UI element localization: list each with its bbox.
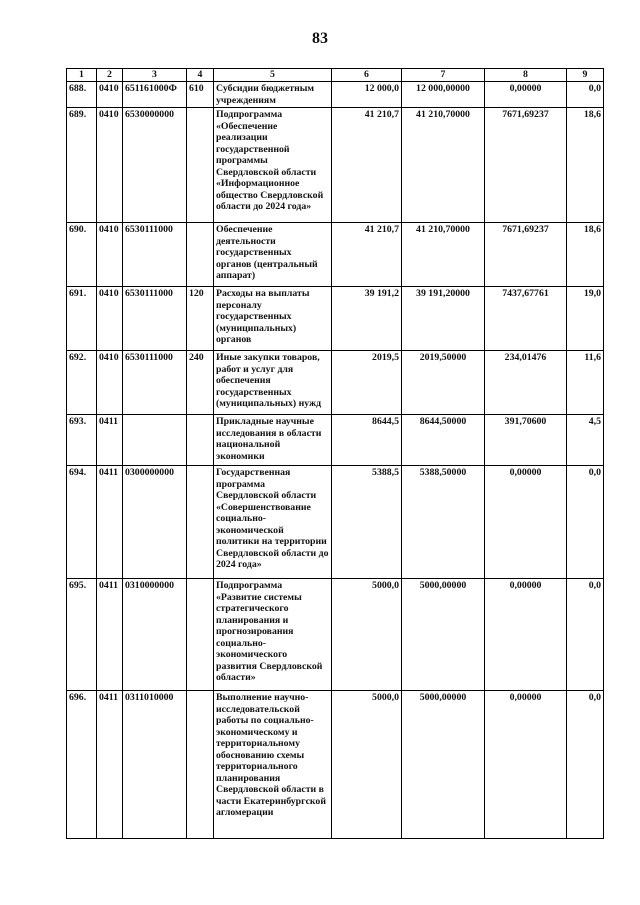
table-row bbox=[67, 466, 604, 579]
section-code: 0411 bbox=[97, 691, 123, 839]
column-header: 1 bbox=[67, 69, 97, 82]
plan-amount: 5388,5 bbox=[332, 466, 402, 579]
header-row bbox=[67, 69, 604, 82]
execution-percent: 4,5 bbox=[567, 415, 604, 466]
target-code: 6530111000 bbox=[123, 351, 187, 415]
column-header: 6 bbox=[332, 69, 402, 82]
row-number: 690. bbox=[67, 223, 97, 287]
expense-type-code bbox=[187, 108, 214, 223]
target-code: 6530111000 bbox=[123, 223, 187, 287]
execution-percent: 0,0 bbox=[567, 82, 604, 108]
expense-type-code: 240 bbox=[187, 351, 214, 415]
item-name: Субсидии бюджетным учреждениям bbox=[214, 82, 332, 108]
table-row bbox=[67, 579, 604, 691]
execution-percent: 19,0 bbox=[567, 287, 604, 351]
expense-type-code bbox=[187, 466, 214, 579]
table-row bbox=[67, 108, 604, 223]
section-code: 0410 bbox=[97, 82, 123, 108]
execution-percent: 0,0 bbox=[567, 466, 604, 579]
target-code bbox=[123, 415, 187, 466]
plan-amount: 41 210,7 bbox=[332, 108, 402, 223]
row-number: 696. bbox=[67, 691, 97, 839]
expense-type-code bbox=[187, 691, 214, 839]
item-name: Подпрограмма «Развитие системы стратегического планирования и прогнозирования социально-экономического развития Свердловской области» bbox=[214, 579, 332, 691]
plan-amount: 39 191,2 bbox=[332, 287, 402, 351]
executed-amount: 0,00000 bbox=[485, 579, 567, 691]
executed-amount: 391,70600 bbox=[485, 415, 567, 466]
row-number: 694. bbox=[67, 466, 97, 579]
expense-type-code: 120 bbox=[187, 287, 214, 351]
row-number: 695. bbox=[67, 579, 97, 691]
column-header: 2 bbox=[97, 69, 123, 82]
executed-amount: 7671,69237 bbox=[485, 223, 567, 287]
expense-type-code bbox=[187, 415, 214, 466]
law-amount: 8644,50000 bbox=[402, 415, 485, 466]
table-row bbox=[67, 691, 604, 839]
column-header: 8 bbox=[485, 69, 567, 82]
law-amount: 12 000,00000 bbox=[402, 82, 485, 108]
row-number: 688. bbox=[67, 82, 97, 108]
law-amount: 2019,50000 bbox=[402, 351, 485, 415]
section-code: 0410 bbox=[97, 287, 123, 351]
item-name: Подпрограмма «Обеспечение реализации государственной программы Свердловской области «Информационное общество Свердловской области до 2024 года» bbox=[214, 108, 332, 223]
section-code: 0410 bbox=[97, 108, 123, 223]
row-number: 693. bbox=[67, 415, 97, 466]
column-header: 5 bbox=[214, 69, 332, 82]
expense-type-code: 610 bbox=[187, 82, 214, 108]
plan-amount: 12 000,0 bbox=[332, 82, 402, 108]
plan-amount: 41 210,7 bbox=[332, 223, 402, 287]
expense-type-code bbox=[187, 223, 214, 287]
column-header: 9 bbox=[567, 69, 604, 82]
item-name: Расходы на выплаты персоналу государственных (муниципальных) органов bbox=[214, 287, 332, 351]
section-code: 0411 bbox=[97, 579, 123, 691]
plan-amount: 8644,5 bbox=[332, 415, 402, 466]
item-name: Выполнение научно-исследовательской работы по социально-экономическому и территориальному обоснованию схемы территориального планирования Свердловской области в части Екатеринбургской агломерации bbox=[214, 691, 332, 839]
target-code: 0300000000 bbox=[123, 466, 187, 579]
item-name: Государственная программа Свердловской области «Совершенствование социально-экономической политики на территории Свердловской области до 2024 года» bbox=[214, 466, 332, 579]
executed-amount: 0,00000 bbox=[485, 82, 567, 108]
law-amount: 41 210,70000 bbox=[402, 108, 485, 223]
section-code: 0410 bbox=[97, 351, 123, 415]
section-code: 0411 bbox=[97, 415, 123, 466]
budget-table bbox=[66, 68, 604, 839]
executed-amount: 234,01476 bbox=[485, 351, 567, 415]
expense-type-code bbox=[187, 579, 214, 691]
target-code: 0311010000 bbox=[123, 691, 187, 839]
table-row bbox=[67, 82, 604, 108]
item-name: Иные закупки товаров, работ и услуг для обеспечения государственных (муниципальных) нужд bbox=[214, 351, 332, 415]
execution-percent: 18,6 bbox=[567, 108, 604, 223]
execution-percent: 0,0 bbox=[567, 579, 604, 691]
execution-percent: 0,0 bbox=[567, 691, 604, 839]
item-name: Прикладные научные исследования в области национальной экономики bbox=[214, 415, 332, 466]
column-header: 7 bbox=[402, 69, 485, 82]
target-code: 6530000000 bbox=[123, 108, 187, 223]
target-code: 651161000Ф bbox=[123, 82, 187, 108]
execution-percent: 11,6 bbox=[567, 351, 604, 415]
table-row bbox=[67, 351, 604, 415]
plan-amount: 5000,0 bbox=[332, 691, 402, 839]
section-code: 0410 bbox=[97, 223, 123, 287]
plan-amount: 2019,5 bbox=[332, 351, 402, 415]
row-number: 692. bbox=[67, 351, 97, 415]
page-number: 83 bbox=[312, 30, 328, 47]
law-amount: 5000,00000 bbox=[402, 691, 485, 839]
target-code: 6530111000 bbox=[123, 287, 187, 351]
executed-amount: 7671,69237 bbox=[485, 108, 567, 223]
executed-amount: 0,00000 bbox=[485, 466, 567, 579]
executed-amount: 0,00000 bbox=[485, 691, 567, 839]
plan-amount: 5000,0 bbox=[332, 579, 402, 691]
law-amount: 5000,00000 bbox=[402, 579, 485, 691]
target-code: 0310000000 bbox=[123, 579, 187, 691]
law-amount: 41 210,70000 bbox=[402, 223, 485, 287]
row-number: 691. bbox=[67, 287, 97, 351]
column-header: 4 bbox=[187, 69, 214, 82]
column-header: 3 bbox=[123, 69, 187, 82]
item-name: Обеспечение деятельности государственных органов (центральный аппарат) bbox=[214, 223, 332, 287]
law-amount: 39 191,20000 bbox=[402, 287, 485, 351]
executed-amount: 7437,67761 bbox=[485, 287, 567, 351]
table-row bbox=[67, 415, 604, 466]
table-row bbox=[67, 287, 604, 351]
law-amount: 5388,50000 bbox=[402, 466, 485, 579]
row-number: 689. bbox=[67, 108, 97, 223]
table-row bbox=[67, 223, 604, 287]
section-code: 0411 bbox=[97, 466, 123, 579]
execution-percent: 18,6 bbox=[567, 223, 604, 287]
